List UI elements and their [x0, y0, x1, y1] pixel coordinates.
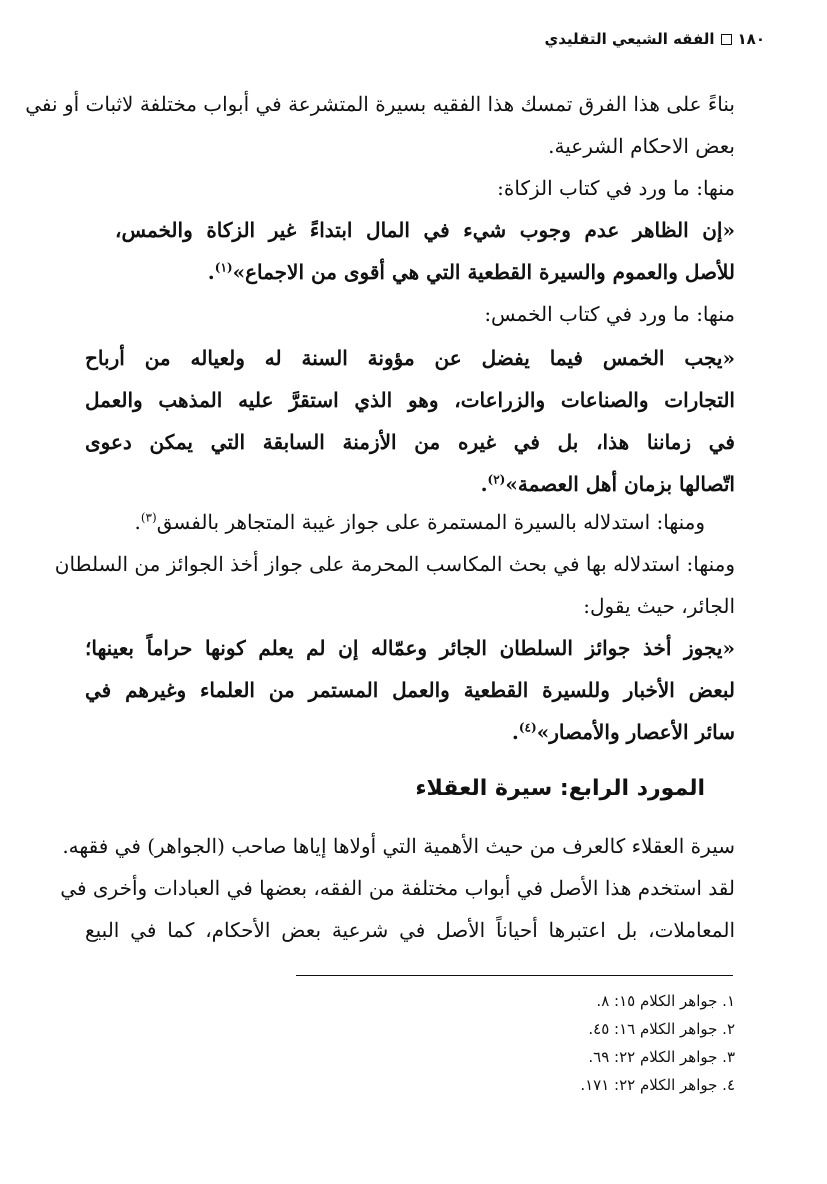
footnote-ref: (٢) [487, 472, 506, 487]
footnote-divider [296, 975, 733, 976]
quote-text: للأصل والعموم والسيرة القطعية التي هي أقوى من الاجماع» [232, 260, 735, 284]
footnote-ref: (٤) [518, 720, 537, 735]
quote-line: سائر الأعصار والأمصار»$^{(٤)}$. [511, 720, 735, 744]
footnote: ١. جواهر الكلام ١٥: ٨. [596, 992, 735, 1010]
footnote: ٤. جواهر الكلام ٢٢: ١٧١. [580, 1076, 735, 1094]
quote-line: «يجب الخمس فيما يفضل عن مؤونة السنة له ولعياله من أرباح [85, 346, 735, 370]
quote-line: «إن الظاهر عدم وجوب شيء في المال ابتداءً غير الزكاة والخمس، [115, 218, 735, 242]
page-number: ١٨٠ [737, 30, 765, 48]
text-line: منها: ما ورد في كتاب الخمس: [484, 302, 735, 326]
quote-line: للأصل والعموم والسيرة القطعية التي هي أقوى من الاجماع»$^{(١)}$. [207, 260, 735, 284]
text-line: بناءً على هذا الفرق تمسك هذا الفقيه بسيرة المتشرعة في أبواب مختلفة لاثبات أو نفي [25, 92, 735, 116]
quote-line: «يجوز أخذ جوائز السلطان الجائر وعمّاله إن لم يعلم كونها حراماً بعينها؛ [85, 636, 735, 660]
quote-text: سائر الأعصار والأمصار» [536, 720, 735, 744]
body-text: ومنها: استدلاله بالسيرة المستمرة على جواز غيبة المتجاهر بالفسق [156, 510, 705, 534]
quote-text: اتّصالها بزمان أهل العصمة» [505, 472, 735, 496]
text-line: لقد استخدم هذا الأصل في أبواب مختلفة من الفقه، بعضها في العبادات وأخرى في [60, 876, 735, 900]
footnote-ref: (٣) [140, 510, 157, 525]
footnote-ref: (١) [214, 260, 233, 275]
text-line: ومنها: استدلاله بالسيرة المستمرة على جواز غيبة المتجاهر بالفسق$^{(٣)}$. [134, 510, 705, 534]
text-line: منها: ما ورد في كتاب الزكاة: [497, 176, 735, 200]
quote-line: في زماننا هذا، بل في غيره من الأزمنة السابقة التي يمكن دعوى [85, 430, 735, 454]
text-line: بعض الاحكام الشرعية. [548, 134, 735, 158]
section-heading: المورد الرابع: سيرة العقلاء [415, 776, 705, 801]
text-line: الجائر، حيث يقول: [583, 594, 735, 618]
text-line: ومنها: استدلاله بها في بحث المكاسب المحرمة على جواز أخذ الجوائز من السلطان [54, 552, 735, 576]
book-title: الفقه الشيعي التقليدي [544, 30, 715, 48]
running-header [60, 30, 765, 58]
footnote: ٢. جواهر الكلام ١٦: ٤٥. [588, 1020, 735, 1038]
footnote: ٣. جواهر الكلام ٢٢: ٦٩. [588, 1048, 735, 1066]
text-line: سيرة العقلاء كالعرف من حيث الأهمية التي أولاها إياها صاحب (الجواهر) في فقهه. [62, 834, 735, 858]
text-line: المعاملات، بل اعتبرها أحياناً الأصل في شرعية بعض الأحكام، كما في البيع [85, 918, 735, 942]
square-separator-icon [721, 34, 732, 45]
quote-line: اتّصالها بزمان أهل العصمة»$^{(٢)}$. [480, 472, 735, 496]
quote-line: لبعض الأخبار وللسيرة القطعية والعمل المستمر من العلماء وغيرهم في [85, 678, 735, 702]
quote-line: التجارات والصناعات والزراعات، وهو الذي استقرَّ عليه المذهب والعمل [85, 388, 735, 412]
